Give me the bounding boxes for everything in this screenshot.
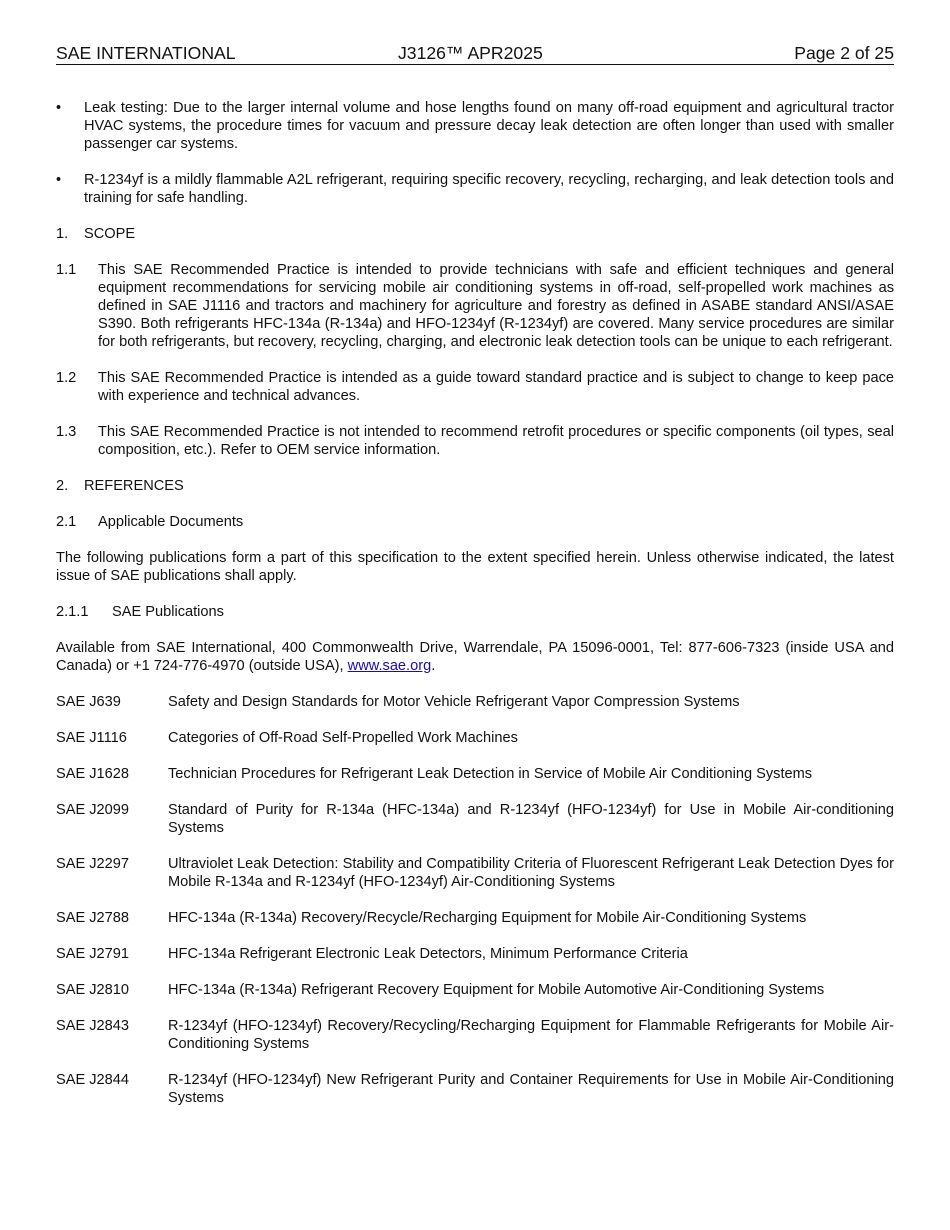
reference-item [56, 855, 894, 891]
paragraph-number: 1.2 [56, 370, 77, 386]
section-title: SCOPE [84, 226, 136, 242]
reference-item [56, 945, 894, 963]
section-heading-scope [56, 225, 894, 243]
scope-paragraph-1-1 [56, 261, 894, 351]
section-heading-references [56, 477, 894, 495]
reference-title: R-1234yf (HFO-1234yf) New Refrigerant Purity and Container Requirements for Use in Mobile Air-Conditioning Systems [168, 1072, 894, 1106]
reference-title: HFC-134a (R-134a) Refrigerant Recovery Equipment for Mobile Automotive Air-Conditioning Systems [168, 982, 825, 998]
page-header [56, 43, 894, 65]
reference-title: HFC-134a (R-134a) Recovery/Recycle/Recharging Equipment for Mobile Air-Conditioning Systems [168, 910, 807, 926]
reference-title: Ultraviolet Leak Detection: Stability and Compatibility Criteria of Fluorescent Refrigerant Leak Detection Dyes for Mobile R-134a and R-1234yf (HFO-1234yf) Air-Conditioning Systems [168, 856, 894, 890]
reference-code: SAE J639 [56, 694, 121, 710]
section-number: 2. [56, 478, 69, 494]
reference-item [56, 1017, 894, 1053]
reference-item [56, 801, 894, 837]
availability-end: . [431, 658, 436, 674]
paragraph-text: This SAE Recommended Practice is intended to provide technicians with safe and efficient techniques and general equipment recommendations for servicing mobile air conditioning systems in off-road, self-propelled work machines as defined in SAE J1116 and tractors and machinery for agriculture and forestry as defined in ASABE standard ANSI/ASAE S390. Both refrigerants HFC-134a (R-134a) and HFO-1234yf (R-1234yf) are covered. Many service procedures are similar for both refrigerants, but recovery, recycling, charging, and electronic leak detection tools can be unique to each refrigerant. [98, 262, 894, 350]
reference-code: SAE J2297 [56, 856, 130, 872]
reference-title: Standard of Purity for R-134a (HFC-134a) and R-1234yf (HFO-1234yf) for Use in Mobile Air-conditioning Systems [168, 802, 894, 836]
reference-code: SAE J1628 [56, 766, 130, 782]
reference-code: SAE J1116 [56, 730, 127, 746]
bullet-text: R-1234yf is a mildly flammable A2L refrigerant, requiring specific recovery, recycling, recharging, and leak detection tools and training for safe handling. [84, 172, 894, 206]
paragraph-text: This SAE Recommended Practice is not intended to recommend retrofit procedures or specific components (oil types, seal composition, etc.). Refer to OEM service information. [98, 424, 894, 458]
bullet-item [56, 171, 894, 207]
reference-item [56, 693, 894, 711]
scope-paragraph-1-2 [56, 369, 894, 405]
header-document-id: J3126™ APR2025 [398, 43, 543, 63]
section-title: REFERENCES [84, 478, 184, 494]
reference-item [56, 981, 894, 999]
reference-title: Technician Procedures for Refrigerant Leak Detection in Service of Mobile Air Conditioning Systems [168, 766, 813, 782]
reference-title: Categories of Off-Road Self-Propelled Work Machines [168, 730, 518, 746]
subsection-title: Applicable Documents [98, 514, 244, 530]
bullet-text: Leak testing: Due to the larger internal volume and hose lengths found on many off-road equipment and agricultural tractor HVAC systems, the procedure times for vacuum and pressure decay leak detection are often longer than used with smaller passenger car systems. [84, 100, 894, 152]
subsection-number: 2.1.1 [56, 604, 89, 620]
availability-paragraph [56, 639, 894, 675]
scope-paragraph-1-3 [56, 423, 894, 459]
bullet-item [56, 99, 894, 153]
header-organization: SAE INTERNATIONAL [56, 43, 236, 63]
reference-title: R-1234yf (HFO-1234yf) Recovery/Recycling/Recharging Equipment for Flammable Refrigerants for Mobile Air-Conditioning Systems [168, 1018, 894, 1052]
page-content [56, 99, 894, 1125]
reference-code: SAE J2788 [56, 910, 130, 926]
reference-code: SAE J2099 [56, 802, 130, 818]
reference-item [56, 909, 894, 927]
reference-code: SAE J2844 [56, 1072, 130, 1088]
bullet-icon: • [56, 172, 62, 188]
reference-code: SAE J2810 [56, 982, 130, 998]
references-intro: The following publications form a part of this specification to the extent specified herein. Unless otherwise indicated, the latest issue of SAE publications shall apply. [56, 550, 894, 584]
header-page-number: Page 2 of 25 [794, 43, 894, 63]
subsection-heading-sae-publications [56, 603, 894, 621]
reference-code: SAE J2791 [56, 946, 130, 962]
availability-text: Available from SAE International, 400 Commonwealth Drive, Warrendale, PA 15096-0001, Tel: 877-606-7323 (inside USA and Canada) or +1 724-776-4970 (outside USA), [56, 640, 894, 674]
reference-item [56, 765, 894, 783]
paragraph-text: This SAE Recommended Practice is intended as a guide toward standard practice and is subject to change to keep pace with experience and technical advances. [98, 370, 894, 404]
subsection-number: 2.1 [56, 514, 77, 530]
subsection-title: SAE Publications [112, 604, 224, 620]
subsection-heading-applicable-documents [56, 513, 894, 531]
section-number: 1. [56, 226, 69, 242]
paragraph-number: 1.3 [56, 424, 77, 440]
reference-code: SAE J2843 [56, 1018, 130, 1034]
sae-website-link[interactable]: www.sae.org [347, 658, 432, 674]
bullet-icon: • [56, 100, 62, 116]
reference-item [56, 729, 894, 747]
reference-title: HFC-134a Refrigerant Electronic Leak Detectors, Minimum Performance Criteria [168, 946, 688, 962]
paragraph-number: 1.1 [56, 262, 77, 278]
reference-title: Safety and Design Standards for Motor Vehicle Refrigerant Vapor Compression Systems [168, 694, 740, 710]
reference-item [56, 1071, 894, 1107]
